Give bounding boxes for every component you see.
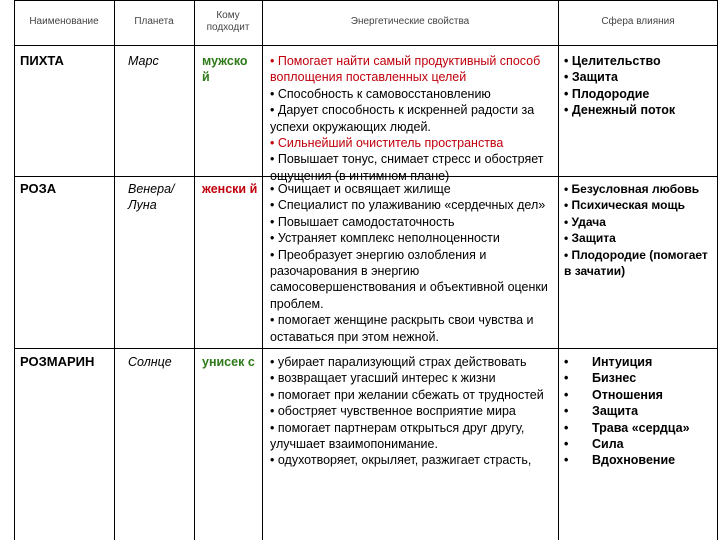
header-planet: Планета	[134, 16, 174, 27]
row-1-sphere	[564, 53, 714, 119]
row-1-sphere-3: • Плодородие	[564, 86, 650, 101]
row-3-sphere-item: • Интуиция	[564, 355, 653, 369]
row-2-energy-1: • Очищает и освящает жилище	[270, 182, 451, 196]
header-name: Наименование	[29, 16, 99, 27]
row-1-energy	[270, 53, 556, 184]
row-3-sphere	[562, 354, 716, 469]
row-3-energy-5: • помогает партнерам открыться друг другу, улучшает взаимопонимание.	[270, 420, 525, 452]
row-2-energy	[270, 181, 556, 345]
row-2-energy-3: • Повышает самодостаточность	[270, 214, 455, 229]
row-1-sphere-2: • Защита	[564, 70, 618, 85]
row-1-energy-4: • Сильнейший очиститель пространства	[270, 136, 504, 151]
header-energy: Энергетические свойства	[350, 16, 470, 27]
row-1-name: ПИХТА	[20, 53, 64, 68]
row-2-energy-2: • Специалист по улаживанию «сердечных дел»	[270, 198, 546, 213]
bullet-icon: •	[564, 437, 569, 452]
row-3-energy	[270, 354, 556, 469]
row-3-energy-4: • обостряет чувственное восприятие мира	[270, 404, 516, 419]
table-border-left	[14, 0, 15, 540]
table-divider-1	[114, 0, 115, 540]
row-3-planet: Солнце	[128, 355, 172, 369]
row-2-whom: женски й	[202, 182, 258, 196]
row-1-energy-2: • Способность к самовосстановлению	[270, 86, 491, 101]
properties-table	[14, 0, 718, 540]
bullet-icon: •	[564, 355, 569, 369]
row-2-sphere-2: • Психическая мощь	[564, 198, 685, 213]
row-3-sphere-item: • Трава «сердца»	[564, 420, 690, 435]
table-divider-4	[558, 0, 559, 540]
table-divider-2	[194, 0, 195, 540]
row-3-energy-6: • одухотворяет, окрыляет, разжигает страсть,	[270, 453, 532, 468]
bullet-icon: •	[564, 371, 569, 386]
row-3-energy-3: • помогает при желании сбежать от трудностей	[270, 387, 544, 402]
row-1-sphere-1: • Целительство	[564, 54, 661, 68]
row-1-energy-3: • Дарует способность к искренней радости за успехи окружающих людей.	[270, 103, 535, 134]
row-2-name: РОЗА	[20, 181, 57, 196]
row-3-sphere-item: • Сила	[564, 437, 624, 452]
row-2-sphere	[564, 181, 714, 279]
row-3-name: РОЗМАРИН	[20, 354, 95, 369]
row-2-energy-6: • помогает женщине раскрыть свои чувства и оставаться при этом нежной.	[270, 313, 534, 344]
row-divider-2	[14, 348, 718, 349]
table-border-right	[717, 0, 718, 540]
row-2-energy-4: • Устраняет комплекс неполноценности	[270, 231, 500, 246]
row-1-planet: Марс	[128, 54, 159, 68]
header-divider	[14, 45, 718, 46]
row-2-sphere-5: • Плодородие (помогает в зачатии)	[564, 247, 708, 279]
row-3-sphere-item: • Защита	[564, 404, 639, 419]
bullet-icon: •	[564, 404, 569, 419]
row-3-sphere-item: • Вдохновение	[564, 453, 676, 468]
row-2-planet: Венера/ Луна	[128, 182, 175, 213]
bullet-icon: •	[564, 420, 569, 435]
row-1-whom: мужско й	[202, 54, 248, 85]
row-1-energy-1: • Помогает найти самый продуктивный способ воплощения поставленных целей	[270, 54, 541, 85]
row-3-energy-1: • убирает парализующий страх действовать	[270, 355, 527, 369]
row-2-sphere-4: • Защита	[564, 231, 616, 246]
header-sphere: Сфера влияния	[601, 16, 675, 27]
row-1-sphere-4: • Денежный поток	[564, 103, 676, 118]
table-divider-3	[262, 0, 263, 540]
row-1-energy-5: • Повышает тонус, снимает стресс и обостряет ощущения (в интимном плане)	[270, 152, 544, 183]
bullet-icon: •	[564, 453, 569, 468]
row-2-sphere-3: • Удача	[564, 214, 606, 229]
row-2-sphere-1: • Безусловная любовь	[564, 182, 700, 196]
row-3-whom: унисек с	[202, 355, 255, 369]
table-border-top	[14, 0, 718, 1]
row-3-sphere-item: • Отношения	[564, 387, 663, 402]
bullet-icon: •	[564, 387, 569, 402]
row-2-energy-5: • Преобразует энергию озлобления и разочарования в энергию самосовершенствования и объективной оценки проблем.	[270, 247, 548, 311]
header-whom: Кому подходит	[206, 10, 250, 33]
row-3-energy-2: • возвращает угасший интерес к жизни	[270, 371, 496, 386]
row-3-sphere-item: • Бизнес	[564, 371, 637, 386]
